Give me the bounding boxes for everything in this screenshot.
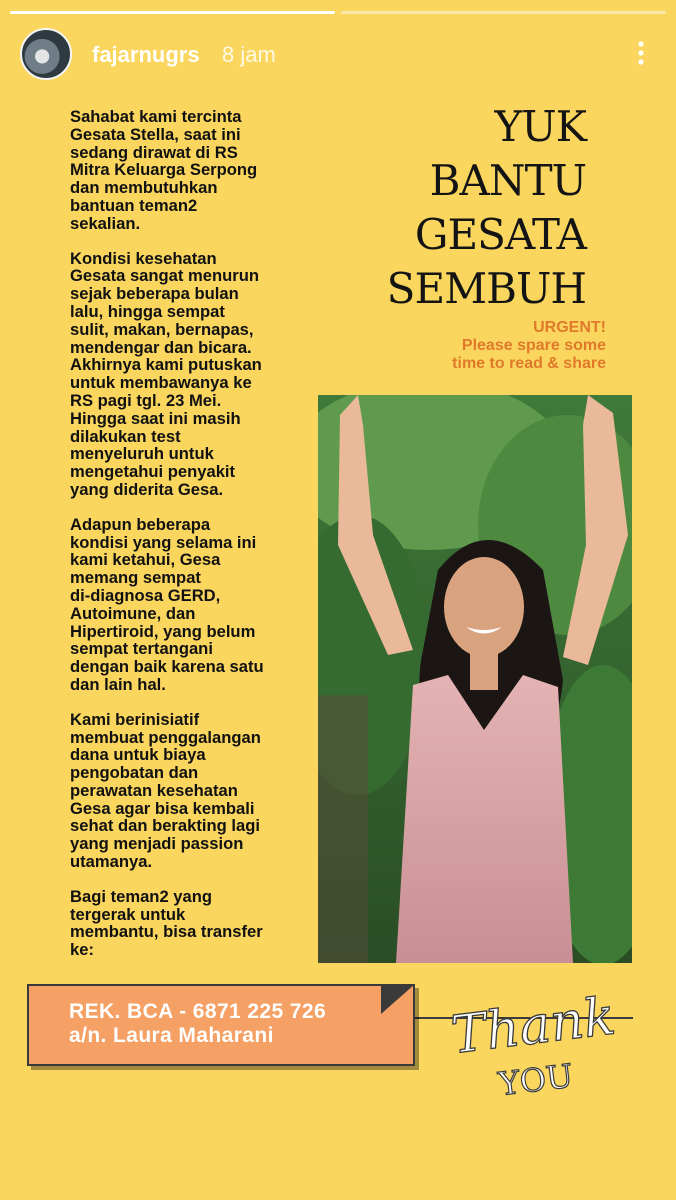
- folded-corner: [381, 984, 415, 1014]
- urgent-line: Please spare some: [461, 337, 606, 354]
- more-options-icon[interactable]: [626, 38, 656, 68]
- paragraph-condition: Kondisi kesehatan Gesata sangat menurun sejak beberapa bulan lalu, hingga sempat sulit, makan, bernapas, mendengar dan bicara. Akhirnya kami putuskan untuk membawanya ke RS pagi tgl. 23 Mei. Hingga saat ini masih dilakukan test menyeluruh untuk mengetahui penyakit yang diderita Gesa.: [70, 248, 262, 499]
- timestamp: 8 jam: [222, 42, 276, 67]
- avatar[interactable]: [20, 28, 72, 80]
- account-holder: a/n. Laura Maharani: [69, 1024, 274, 1047]
- urgent-line: time to read & share: [452, 355, 606, 372]
- username[interactable]: fajarnugrs: [92, 42, 200, 67]
- headline-line: YUK: [494, 102, 586, 151]
- paragraph-fundraising: Kami berinisiatif membuat penggalangan dana untuk biaya pengobatan dan perawatan kesehatan Gesa agar bisa kembali sehat dan berakting lagi yang menjadi passion utamanya.: [70, 709, 261, 872]
- headline-line: SEMBUH: [386, 264, 586, 313]
- story-body-text: [70, 108, 315, 976]
- story-header: [20, 26, 656, 84]
- story-progress-bar: [10, 11, 666, 14]
- paragraph-intro: Sahabat kami tercinta Gesata Stella, saat ini sedang dirawat di RS Mitra Keluarga Serpong dan membutuhkan bantuan teman2 sekalian.: [70, 107, 258, 233]
- bank-account-number: REK. BCA - 6871 225 726: [69, 1000, 327, 1023]
- paragraph-diagnosis: Adapun beberapa kondisi yang selama ini kami ketahui, Gesa memang sempat di-diagnosa GERD, Autoimune, dan Hipertiroid, yang belum sempat tertangani dengan baik karena satu dan lain hal.: [70, 514, 264, 694]
- thank-word: Thank: [448, 986, 619, 1067]
- headline: [387, 100, 586, 316]
- urgent-label: URGENT!: [533, 319, 606, 336]
- thank-you-badge: [444, 972, 644, 1112]
- progress-segment-viewed: [10, 11, 335, 14]
- bank-account-box: [27, 984, 415, 1066]
- headline-line: BANTU: [429, 156, 586, 205]
- portrait-photo: [318, 395, 632, 963]
- paragraph-transfer: Bagi teman2 yang tergerak untuk membantu, bisa transfer ke:: [70, 886, 263, 960]
- headline-line: GESATA: [414, 210, 586, 259]
- progress-segment-next: [341, 11, 666, 14]
- you-word: YOU: [496, 1056, 576, 1104]
- urgent-notice: [380, 319, 606, 373]
